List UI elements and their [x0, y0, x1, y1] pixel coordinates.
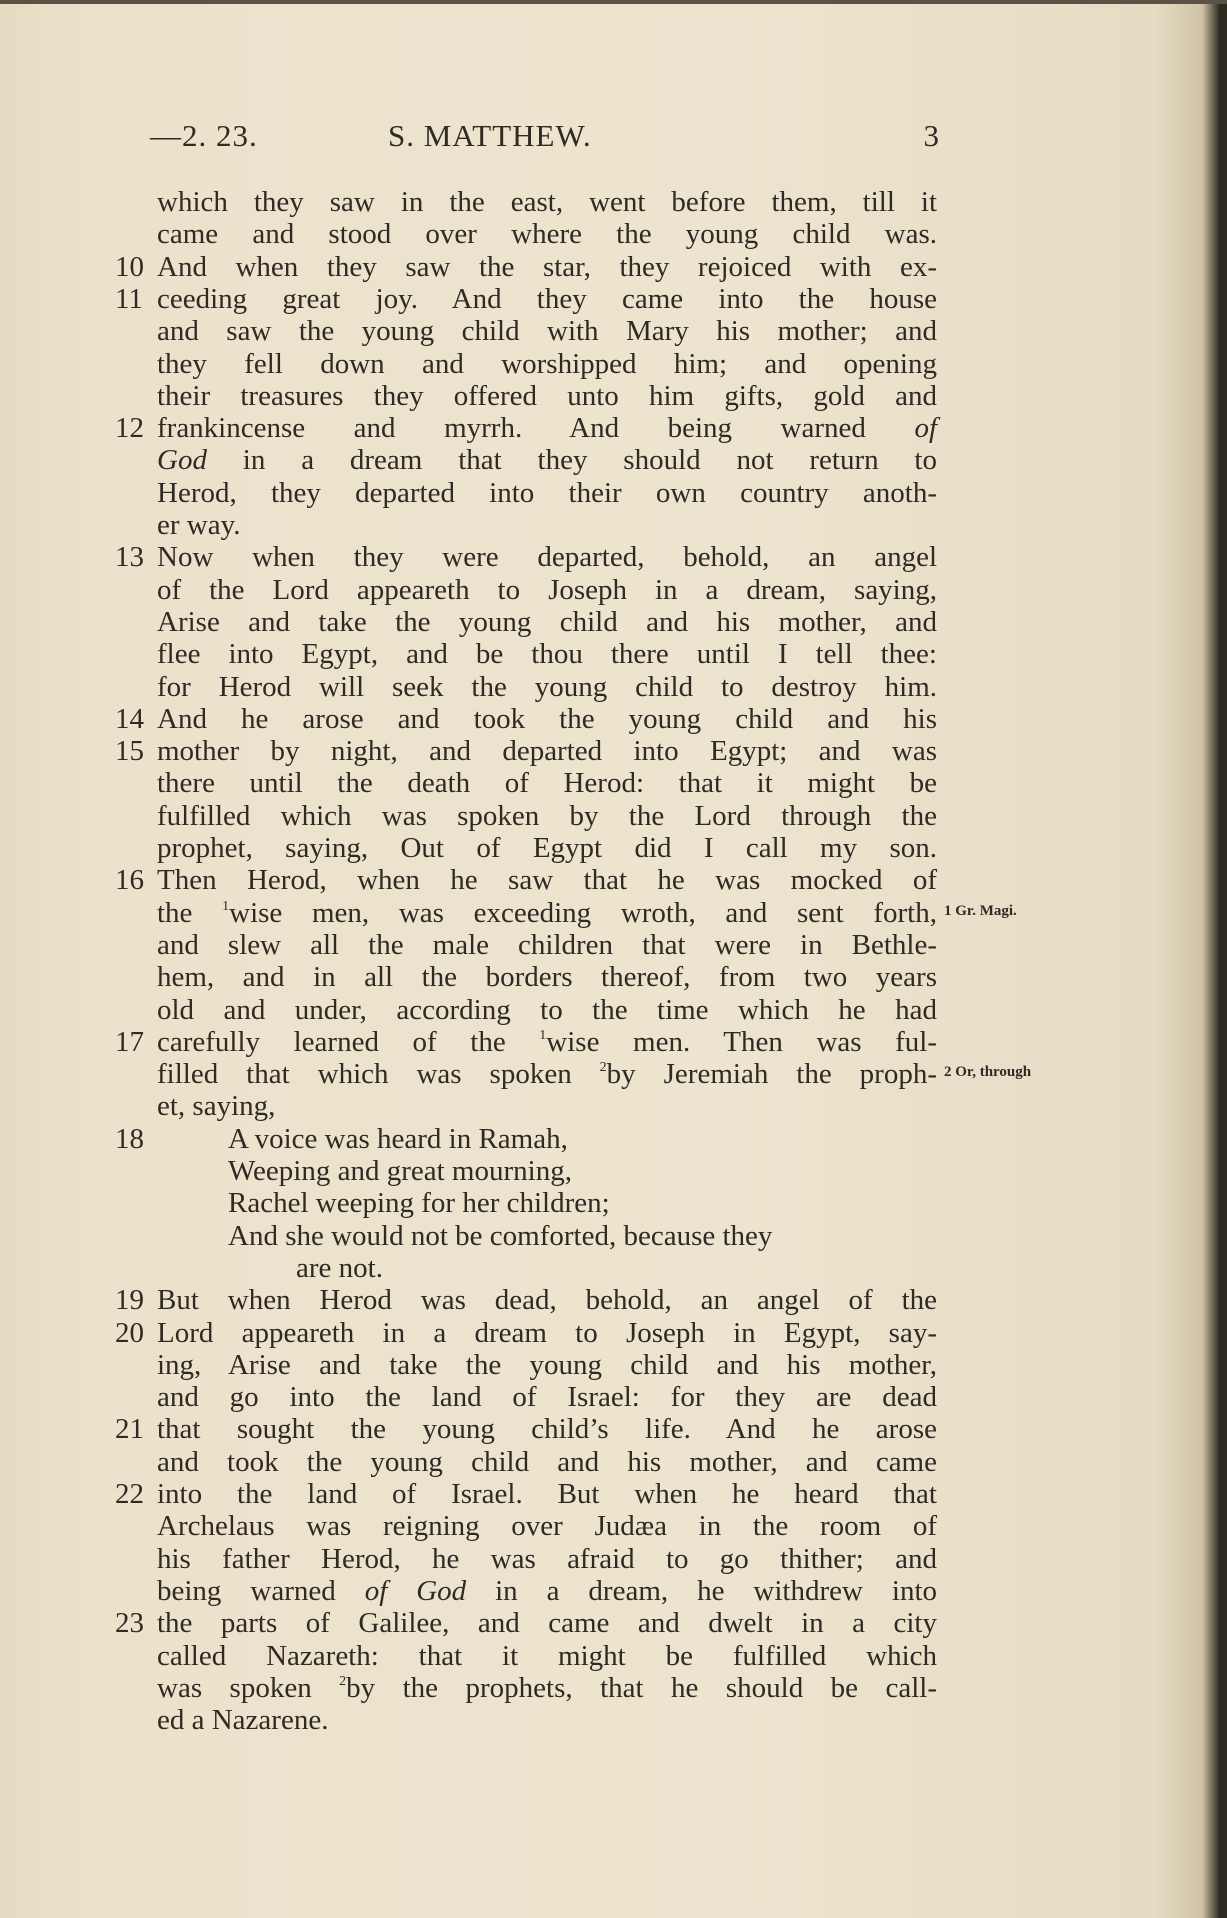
header-book-title: S. MATTHEW. [388, 118, 592, 153]
text-line [0, 1478, 1100, 1510]
text-line [0, 1220, 1100, 1252]
text-segment: there until the death of Herod: that it might be [157, 767, 937, 800]
text-line [0, 1381, 1100, 1413]
running-header [150, 118, 940, 158]
line-text [157, 315, 937, 348]
line-text [157, 380, 937, 413]
line-text [157, 1349, 937, 1382]
header-chapter-range: —2. 23. [150, 118, 258, 153]
text-segment: of the Lord appeareth to Joseph in a dream, saying, [157, 573, 937, 606]
text-line [0, 348, 1100, 380]
line-text [157, 1704, 937, 1737]
text-segment: the [157, 896, 223, 929]
text-segment: was spoken [157, 1671, 340, 1704]
text-line [0, 412, 1100, 444]
text-segment: and go into the land of Israel: for they are dead [157, 1381, 937, 1414]
text-segment: Rachel weeping for her children; [228, 1187, 610, 1220]
line-text [157, 638, 937, 671]
text-segment: ceeding great joy. And they came into the house [157, 282, 937, 315]
text-segment: in a dream, he withdrew into [495, 1574, 938, 1607]
line-text [157, 1284, 937, 1317]
footnote-marker: 1 [222, 898, 230, 914]
text-line [0, 800, 1100, 832]
verse-number: 23 [115, 1607, 144, 1640]
line-text [157, 1543, 937, 1576]
text-line [0, 606, 1100, 638]
line-text [157, 671, 937, 704]
text-line [0, 1543, 1100, 1575]
line-text [157, 1317, 937, 1350]
text-line [0, 961, 1100, 993]
text-line [0, 444, 1100, 476]
text-segment: are not. [296, 1251, 383, 1284]
line-text [157, 477, 937, 510]
line-text [228, 1187, 610, 1220]
text-segment: prophet, saying, Out of Egypt did I call my son. [157, 832, 937, 864]
text-line [0, 1446, 1100, 1478]
text-line [0, 703, 1100, 735]
text-line [0, 735, 1100, 767]
text-segment: his father Herod, he was afraid to go thither; and [157, 1542, 937, 1575]
text-segment: ed a Nazarene. [157, 1704, 329, 1737]
line-text [157, 1640, 937, 1673]
text-line [0, 283, 1100, 315]
line-text [157, 1090, 937, 1123]
text-segment: Then Herod, when he saw that he was mocked of [157, 864, 937, 897]
text-segment: which they saw in the east, went before them, till it [157, 186, 937, 218]
text-line [0, 832, 1100, 864]
text-segment: into the land of Israel. But when he heard that [157, 1478, 937, 1510]
line-text [157, 1413, 937, 1446]
text-segment: that sought the young child’s life. And he arose [157, 1413, 937, 1446]
text-line [0, 671, 1100, 703]
text-segment: et, saying, [157, 1090, 276, 1123]
text-segment: wise men. Then was ful- [546, 1025, 937, 1058]
text-line [0, 1187, 1100, 1219]
text-line [0, 1413, 1100, 1445]
text-line [0, 574, 1100, 606]
line-text [157, 961, 937, 994]
text-segment: the parts of Galilee, and came and dwelt in a city [157, 1607, 937, 1640]
text-segment: A voice was heard in Ramah, [228, 1122, 568, 1155]
line-text [157, 1381, 937, 1414]
text-segment: called Nazareth: that it might be fulfilled which [157, 1639, 937, 1672]
footnote-marker: 2 [599, 1060, 607, 1076]
text-segment: filled that which was spoken [157, 1058, 600, 1091]
text-line [0, 477, 1100, 509]
line-text [157, 703, 937, 736]
verse-number: 14 [115, 702, 144, 735]
text-segment: old and under, according to the time which he had [157, 993, 937, 1026]
text-segment: came and stood over where the young child was. [157, 218, 937, 251]
italic-text: of God [364, 1574, 467, 1607]
text-line [0, 1123, 1100, 1155]
line-text [157, 1672, 937, 1705]
line-text [157, 1575, 937, 1608]
line-text [157, 348, 937, 381]
line-text [157, 1058, 937, 1091]
text-segment: wise men, was exceeding wroth, and sent forth, [229, 896, 937, 929]
text-segment: they fell down and worshipped him; and opening [157, 347, 937, 380]
line-text [157, 251, 937, 284]
text-segment: and slew all the male children that were in Bethle- [157, 928, 937, 961]
text-line [0, 1252, 1100, 1284]
page-top-edge [0, 0, 1227, 4]
line-text [157, 444, 937, 477]
text-segment: Lord appeareth in a dream to Joseph in Egypt, say- [157, 1316, 937, 1349]
text-segment: fulfilled which was spoken by the Lord through the [157, 799, 937, 832]
margin-note: 2 Or, through [944, 1064, 1032, 1081]
line-text [157, 864, 937, 897]
text-segment: And she would not be comforted, because they [228, 1219, 773, 1252]
text-segment: and saw the young child with Mary his mother; and [157, 315, 937, 348]
line-text [157, 832, 937, 865]
text-line [0, 1155, 1100, 1187]
footnote-marker: 1 [539, 1027, 547, 1043]
text-line [0, 1510, 1100, 1542]
line-text [296, 1252, 383, 1285]
verse-number: 22 [115, 1478, 144, 1510]
text-line [0, 864, 1100, 896]
verse-number: 21 [115, 1413, 144, 1446]
line-text [157, 218, 937, 251]
text-line [0, 1704, 1100, 1736]
text-line [0, 315, 1100, 347]
text-line [0, 1026, 1100, 1058]
text-segment: by Jeremiah the proph- [606, 1058, 937, 1091]
line-text [157, 1478, 937, 1511]
text-line [0, 1349, 1100, 1381]
text-line [0, 929, 1100, 961]
line-text [157, 412, 937, 445]
verse-number: 16 [115, 864, 144, 897]
text-segment: Archelaus was reigning over Judæa in the room of [157, 1510, 937, 1543]
text-segment: er way. [157, 509, 241, 541]
text-segment: hem, and in all the borders thereof, from two years [157, 961, 937, 994]
text-line [0, 767, 1100, 799]
verse-number: 12 [115, 412, 144, 445]
text-segment: flee into Egypt, and be thou there until I tell thee: [157, 638, 937, 671]
verse-number: 15 [115, 735, 144, 768]
text-segment: Herod, they departed into their own country anoth- [157, 476, 937, 509]
text-segment: by the prophets, that he should be call- [346, 1671, 937, 1704]
line-text [157, 800, 937, 833]
verse-number: 17 [115, 1025, 144, 1058]
text-line [0, 251, 1100, 283]
text-segment: Weeping and great mourning, [228, 1155, 572, 1187]
text-segment: their treasures they offered unto him gifts, gold and [157, 379, 937, 412]
text-line [0, 218, 1100, 250]
line-text [228, 1220, 772, 1253]
text-line [0, 186, 1100, 218]
verse-number: 11 [115, 282, 143, 315]
text-line [0, 1607, 1100, 1639]
text-line [0, 1058, 1100, 1090]
line-text [157, 1510, 937, 1543]
line-text [157, 1026, 937, 1059]
text-line [0, 1640, 1100, 1672]
verse-number: 20 [115, 1316, 144, 1349]
text-segment: ing, Arise and take the young child and his mother, [157, 1348, 937, 1381]
text-segment: in a dream that they should not return to [242, 444, 937, 477]
text-segment: being warned [157, 1574, 336, 1607]
text-segment: But when Herod was dead, behold, an angel of the [157, 1284, 937, 1317]
text-line [0, 509, 1100, 541]
text-line [0, 1284, 1100, 1316]
line-text [157, 606, 937, 639]
text-line [0, 994, 1100, 1026]
line-text [157, 897, 937, 930]
text-line [0, 1317, 1100, 1349]
text-segment: and took the young child and his mother, and came [157, 1445, 937, 1478]
verse-number: 10 [115, 250, 144, 283]
text-segment: Arise and take the young child and his mother, and [157, 605, 937, 638]
header-page-number: 3 [923, 118, 940, 153]
line-text [157, 735, 937, 768]
line-text [157, 1607, 937, 1640]
text-segment: carefully learned of the [157, 1025, 540, 1058]
line-text [157, 541, 937, 574]
text-line [0, 380, 1100, 412]
text-line [0, 1575, 1100, 1607]
line-text [228, 1155, 572, 1188]
text-line [0, 1090, 1100, 1122]
verse-number: 19 [115, 1284, 144, 1317]
text-segment: for Herod will seek the young child to destroy him. [157, 670, 937, 703]
line-text [157, 509, 937, 542]
text-segment: And when they saw the star, they rejoiced with ex- [157, 250, 937, 283]
italic-text: of [914, 412, 937, 445]
verse-number: 13 [115, 541, 144, 574]
line-text [157, 574, 937, 607]
text-segment: Now when they were departed, behold, an angel [157, 541, 937, 574]
text-line [0, 638, 1100, 670]
italic-text: God [157, 444, 207, 477]
verse-number: 18 [115, 1122, 144, 1155]
text-line [0, 541, 1100, 573]
line-text [157, 994, 937, 1027]
text-line [0, 897, 1100, 929]
text-segment: mother by night, and departed into Egypt; and was [157, 735, 937, 768]
margin-note: 1 Gr. Magi. [944, 902, 1017, 919]
line-text [157, 283, 937, 316]
text-segment: And he arose and took the young child and his [157, 702, 937, 735]
text-segment: frankincense and myrrh. And being warned [157, 412, 866, 445]
line-text [157, 767, 937, 800]
line-text [157, 186, 937, 219]
footnote-marker: 2 [339, 1673, 347, 1689]
text-line [0, 1672, 1100, 1704]
line-text [157, 1446, 937, 1479]
line-text [157, 929, 937, 962]
line-text [228, 1123, 568, 1156]
